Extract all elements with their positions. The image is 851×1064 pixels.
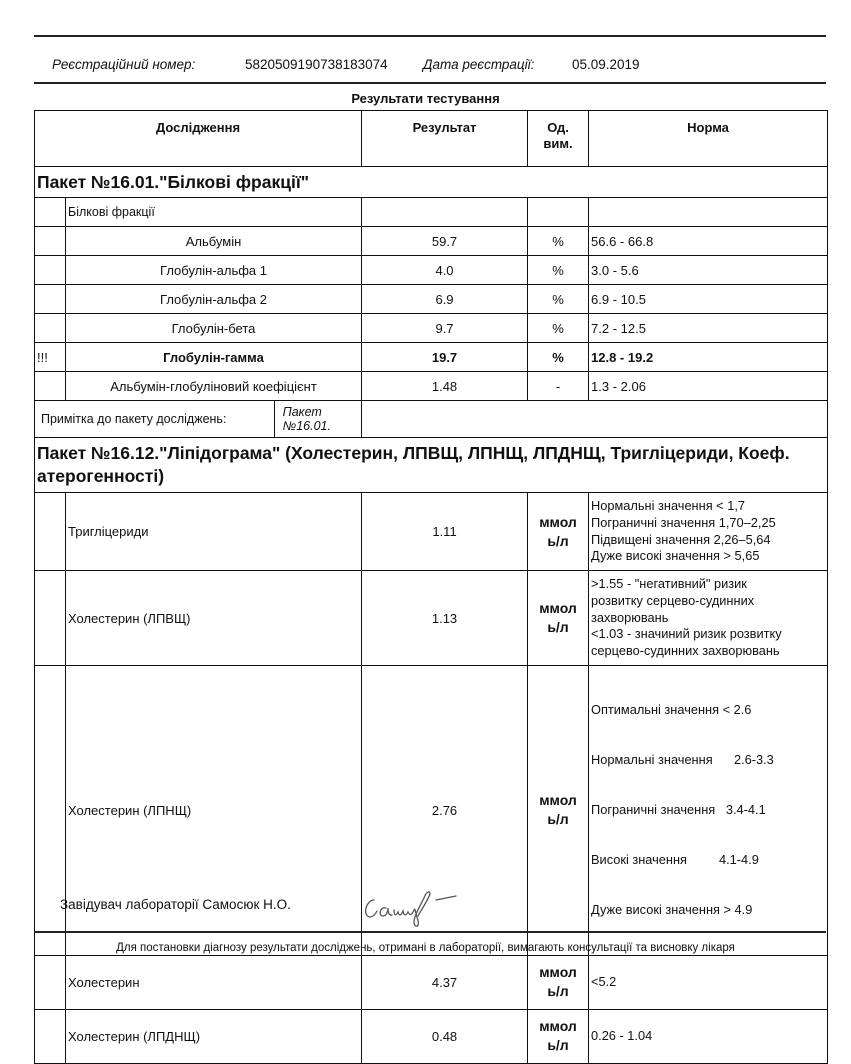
lab-head-label: Завідувач лабораторії Самосюк Н.О. xyxy=(60,897,291,912)
reg-date: 05.09.2019 xyxy=(572,57,640,72)
table-row xyxy=(35,1009,828,1063)
test-norm: <5.2 xyxy=(589,955,828,1009)
signature-icon xyxy=(358,886,483,928)
results-caption: Результати тестування xyxy=(351,91,500,106)
col-header-unit: Од. вим. xyxy=(528,111,589,167)
test-result: 6.9 xyxy=(362,285,528,314)
test-name: Холестерин xyxy=(66,955,362,1009)
test-unit: - xyxy=(528,372,589,401)
test-unit: ммол ь/л xyxy=(528,493,589,571)
test-unit: % xyxy=(528,227,589,256)
test-norm: 7.2 - 12.5 xyxy=(589,314,828,343)
col-header-study: Дослідження xyxy=(35,111,362,167)
test-result: 59.7 xyxy=(362,227,528,256)
note-label: Примітка до пакету досліджень: xyxy=(35,401,275,437)
test-result: 9.7 xyxy=(362,314,528,343)
table-row xyxy=(35,955,828,1009)
footer-divider xyxy=(34,931,826,933)
test-name: Альбумін xyxy=(66,227,362,256)
group-label: Білкові фракції xyxy=(66,198,362,227)
table-row xyxy=(35,571,828,666)
package-header xyxy=(35,438,828,493)
package-note-row xyxy=(35,401,828,438)
reg-date-label: Дата реєстрації: xyxy=(423,57,535,72)
package-1-title: Пакет №16.01."Білкові фракції" xyxy=(35,167,828,198)
test-unit: ммол ь/л xyxy=(528,955,589,1009)
abnormal-flag: !!! xyxy=(35,343,66,372)
test-norm: Нормальні значення < 1,7 Пограничні значення 1,70–2,25 Підвищені значення 2,26–5,64 Дуже високі значення > 5,65 xyxy=(589,493,828,571)
test-result: 2.76 xyxy=(362,666,528,956)
test-norm: 0.26 - 1.04 xyxy=(589,1009,828,1063)
test-name: Тригліцериди xyxy=(66,493,362,571)
test-name: Глобулін-гамма xyxy=(66,343,362,372)
table-row xyxy=(35,372,828,401)
test-norm: Оптимальні значення < 2.6 Нормальні значення 2.6-3.3 Пограничні значення 3.4-4.1 Високі значення 4.1-4.9 Дуже високі значення > 4.9 xyxy=(589,666,828,956)
test-name: Глобулін-альфа 1 xyxy=(66,256,362,285)
test-result: 0.48 xyxy=(362,1009,528,1063)
table-row xyxy=(35,285,828,314)
table-header-row xyxy=(35,111,828,167)
test-norm: >1.55 - "негативний" ризик розвитку серцево-судинних захворювань <1.03 - значиний ризик розвитку серцево-судинних захворювань xyxy=(589,571,828,666)
table-row xyxy=(35,227,828,256)
test-norm: 56.6 - 66.8 xyxy=(589,227,828,256)
package-header xyxy=(35,167,828,198)
test-unit: ммол ь/л xyxy=(528,571,589,666)
test-result: 1.48 xyxy=(362,372,528,401)
test-unit: ммол ь/л xyxy=(528,666,589,956)
test-name: Холестерин (ЛПНЩ) xyxy=(66,666,362,956)
table-row-abnormal xyxy=(35,343,828,372)
table-row xyxy=(35,314,828,343)
package-2-title: Пакет №16.12."Ліпідограма" (Холестерин, ЛПВЩ, ЛПНЩ, ЛПДНЩ, Тригліцериди, Коеф. атерогенності) xyxy=(35,438,828,493)
test-norm: 12.8 - 19.2 xyxy=(589,343,828,372)
test-result: 4.37 xyxy=(362,955,528,1009)
test-unit: % xyxy=(528,256,589,285)
test-name: Холестерин (ЛПДНЩ) xyxy=(66,1009,362,1063)
note-value: Пакет №16.01. xyxy=(282,405,331,433)
group-row xyxy=(35,198,828,227)
test-norm: 6.9 - 10.5 xyxy=(589,285,828,314)
top-divider xyxy=(34,35,826,37)
test-name: Альбумін-глобуліновий коефіцієнт xyxy=(66,372,362,401)
disclaimer-footer: Для постановки діагнозу результати досліджень, отримані в лабораторії, вимагають консультації та висновку лікаря xyxy=(116,942,735,954)
test-norm: 1.3 - 2.06 xyxy=(589,372,828,401)
table-row xyxy=(35,493,828,571)
test-name: Глобулін-альфа 2 xyxy=(66,285,362,314)
test-result: 19.7 xyxy=(362,343,528,372)
test-unit: % xyxy=(528,343,589,372)
test-result: 4.0 xyxy=(362,256,528,285)
test-name: Глобулін-бета xyxy=(66,314,362,343)
reg-number-label: Реєстраційний номер: xyxy=(52,57,196,72)
registration-divider xyxy=(34,82,826,84)
col-header-norm: Норма xyxy=(589,111,828,167)
test-unit: % xyxy=(528,285,589,314)
table-row xyxy=(35,256,828,285)
test-result: 1.11 xyxy=(362,493,528,571)
test-result: 1.13 xyxy=(362,571,528,666)
col-header-result: Результат xyxy=(362,111,528,167)
reg-number: 5820509190738183074 xyxy=(245,57,388,72)
test-norm: 3.0 - 5.6 xyxy=(589,256,828,285)
test-unit: ммол ь/л xyxy=(528,1009,589,1063)
test-name: Холестерин (ЛПВЩ) xyxy=(66,571,362,666)
test-unit: % xyxy=(528,314,589,343)
